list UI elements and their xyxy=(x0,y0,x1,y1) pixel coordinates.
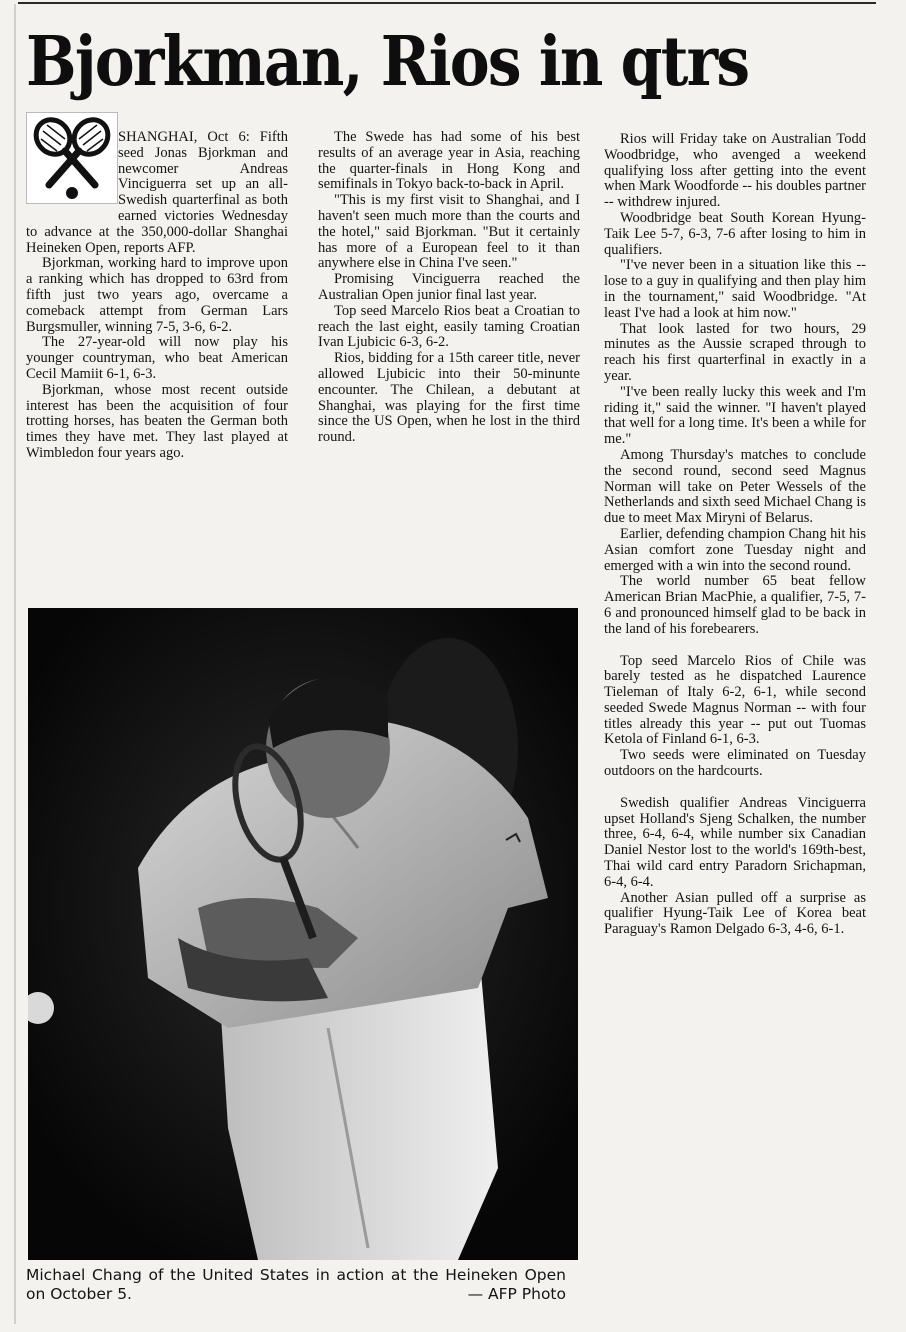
headline: Bjorkman, Rios in qtrs xyxy=(26,22,749,102)
article-paragraph: Top seed Marcelo Rios of Chile was barely tested as he dispatched Laurence Tieleman of Italy 6-2, 6-1, while second seeded Swede Magnus Norman -- with four titles already this year -- put out Tuomas Ketola of Finland 6-1, 6-3. xyxy=(604,652,866,748)
article-paragraph: That look lasted for two hours, 29 minutes as the Aussie scraped through to reach his first quarterfinal in exactly in a year. xyxy=(604,320,866,384)
article-paragraph: "I've never been in a situation like this -- lose to a guy in qualifying and then play him in the tournament," said Woodbridge. "At least I've had a look at him now." xyxy=(604,257,866,321)
article-paragraph: The Swede has had some of his best results of an average year in Asia, reaching the quarter-finals in Hong Kong and semifinals in Tokyo back-to-back in April. xyxy=(318,129,580,193)
top-rule xyxy=(18,2,876,4)
article-paragraph: Bjorkman, working hard to improve upon a ranking which has dropped to 63rd from fifth just two years ago, overcame a comeback attempt from German Lars Burgsmuller, winning 7-5, 3-6, 6-2. xyxy=(26,255,288,335)
article-paragraph: Woodbridge beat South Korean Hyung-Taik Lee 5-7, 6-3, 7-6 after losing to him in qualifiers. xyxy=(604,209,866,258)
caption-text: Michael Chang of the United States in action at the Heineken Open on October 5. xyxy=(26,1266,566,1303)
article-paragraph: Rios, bidding for a 15th career title, never allowed Ljubicic into their 50-minunte encounter. The Chilean, a debutant at Shanghai, was playing for the first time since the US Open, when he lost in the third round. xyxy=(318,350,580,446)
article-paragraph: Two seeds were eliminated on Tuesday outdoors on the hardcourts. xyxy=(604,747,866,780)
article-paragraph: Earlier, defending champion Chang hit his Asian comfort zone Tuesday night and emerged with a win into the second round. xyxy=(604,525,866,574)
tennis-player-photo xyxy=(28,608,578,1260)
article-column-3 xyxy=(604,132,866,938)
article-paragraph: The world number 65 beat fellow American Brian MacPhie, a qualifier, 7-5, 7-6 and pronounced himself glad to be back in the land of his forebearers. xyxy=(604,573,866,637)
article-paragraph: Swedish qualifier Andreas Vinciguerra upset Holland's Sjeng Schalken, the number three, 6-4, 6-4, while number six Canadian Daniel Nestor lost to the world's 169th-best, Thai wild card entry Paradorn Srichapman, 6-4, 6-4. xyxy=(604,794,866,890)
article-paragraph: The 27-year-old will now play his younger countryman, who beat American Cecil Mamiit 6-1, 6-3. xyxy=(26,334,288,382)
article-paragraph: Bjorkman, whose most recent outside interest has been the acquisition of four trotting horses, has beaten the German both times they have met. They last played at Wimbledon four years ago. xyxy=(26,381,288,461)
article-paragraph: SHANGHAI, Oct 6: Fifth seed Jonas Bjorkman and newcomer Andreas Vinciguerra set up an all-Swedish quarterfinal as both earned victories Wednesday to advance at the 350,000-dollar Shanghai Heineken Open, reports AFP. xyxy=(26,129,288,256)
article-paragraph: Among Thursday's matches to conclude the second round, second seed Magnus Norman will take on Peter Wessels of the Netherlands and sixth seed Michael Chang is due to meet Max Miryni of Belarus. xyxy=(604,446,866,527)
article-column-2 xyxy=(318,130,580,446)
article-paragraph: Top seed Marcelo Rios beat a Croatian to reach the last eight, easily taming Croatian Ivan Ljubicic 6-3, 6-2. xyxy=(318,302,580,351)
article-paragraph: Another Asian pulled off a surprise as qualifier Hyung-Taik Lee of Korea beat Paraguay's Ramon Delgado 6-3, 4-6, 6-1. xyxy=(604,889,866,938)
article-paragraph: "This is my first visit to Shanghai, and I haven't seen much more than the courts and the hotel," said Bjorkman. "But it certainly has more of a European feel to it than anywhere else in China I've seen." xyxy=(318,192,580,272)
article-paragraph: "I've been really lucky this week and I'm riding it," said the winner. "I haven't played that well for a long time. It's been a while for me." xyxy=(604,383,866,448)
photo-credit: — AFP Photo xyxy=(467,1285,566,1303)
photo-caption xyxy=(26,1266,566,1304)
article-paragraph: Promising Vinciguerra reached the Australian Open junior final last year. xyxy=(318,271,580,303)
article-column-1 xyxy=(26,130,288,462)
article-paragraph: Rios will Friday take on Australian Todd Woodbridge, who avenged a weekend qualifying loss after getting into the event when Mark Woodforde -- his doubles partner -- withdrew injured. xyxy=(604,131,866,211)
left-fold-line xyxy=(14,4,16,1324)
